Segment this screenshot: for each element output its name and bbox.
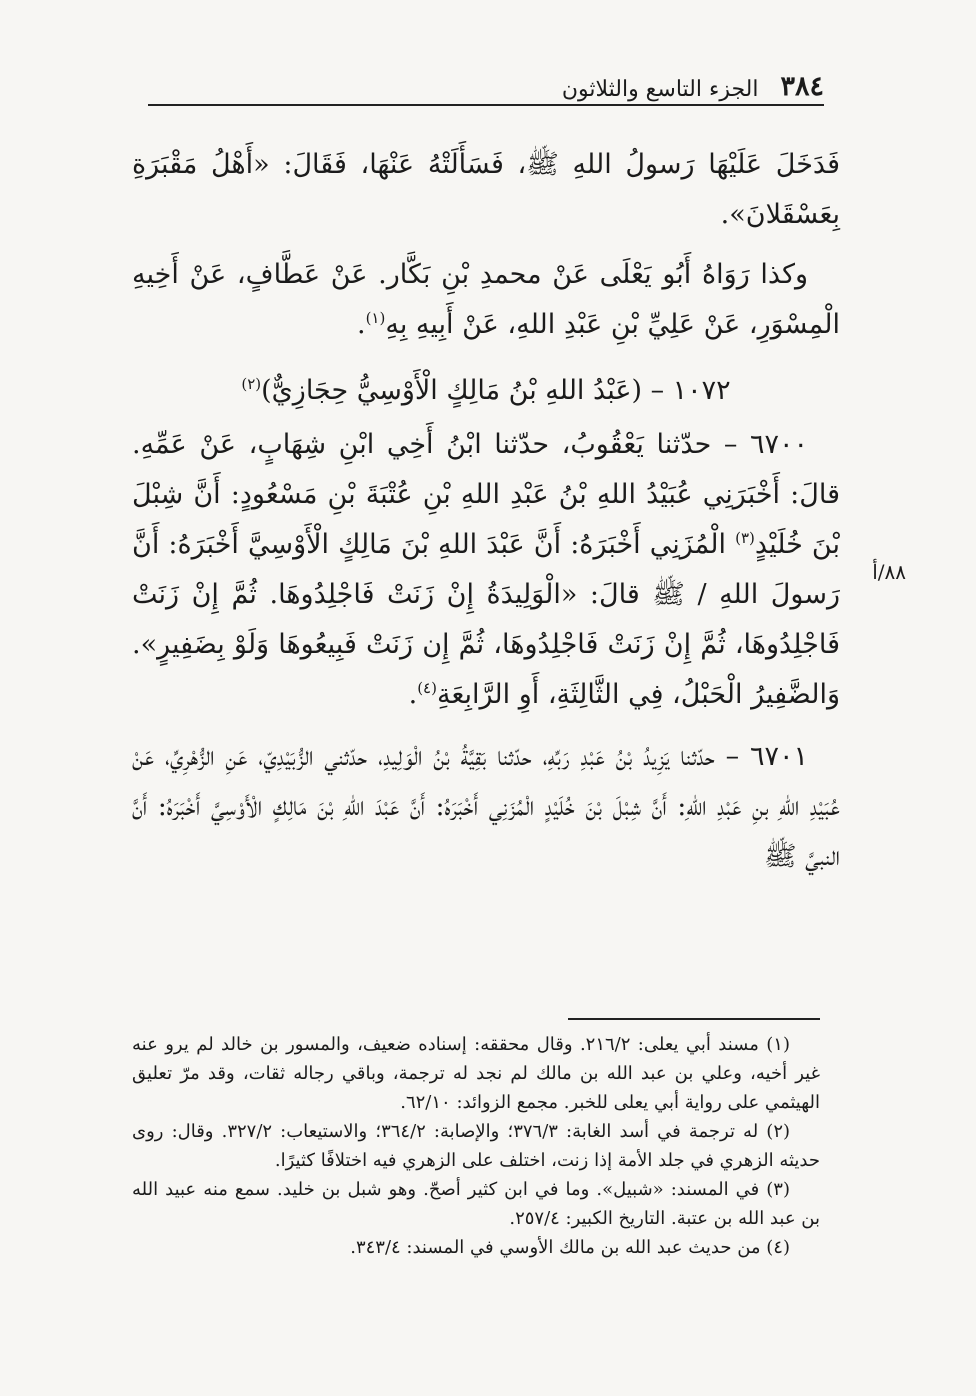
paragraph-continuation: فَدَخَلَ عَلَيْهَا رَسولُ اللهِ ﷺ، فَسَأَلَتْهُ عَنْهَا، فَقَالَ: «أَهْلُ مَقْبَرَةِ بِعَسْقَلانَ». <box>132 149 840 230</box>
footnote-ref-1: (١) <box>365 309 386 327</box>
hadith-6701: ٦٧٠١ – حدّثنا يَزِيدُ بْنُ عَبْدِ رَبِّهِ، حدّثنا بَقِيَّةُ بْنُ الْوَلِيدِ، حدّثني الزُّبَيْدِيّ، عَنِ الزُّهْرِيِّ، عَنْ عُبَيْدِ اللهِ بنِ عَبْدِ اللهِ: أَنَّ شِبْلَ بْنَ خُلَيْدٍ الْمُزَنِي أَخْبَرَهُ: أَنَّ عَبْدَ اللهِ بْنَ مَالِكٍ الْأَوْسِيَّ أَخْبَرَهُ: أَنَّ النبيَّ ﷺ <box>132 741 840 872</box>
footnote-ref-3: (٣) <box>735 529 755 547</box>
footnote-2: (٢) له ترجمة في أسد الغابة: ٣٧٦/٣؛ والإصابة: ٣٦٤/٢؛ والاستيعاب: ٣٢٧/٢. وقال: روى حديثه الزهري في جلد الأمة إذا زنت، اختلف على الزهري فيه اختلافًا كثيرًا. <box>132 1121 820 1171</box>
hadith-6700-text-a: ٦٧٠٠ – حدّثنا يَعْقُوبُ، حدّثنا ابْنُ أَخِي ابْنِ شِهَابٍ، عَنْ عَمِّهِ. قالَ: أَخْبَرَنِي عُبَيْدُ اللهِ بْنُ عَبْدِ اللهِ بْنِ عُتْبَةَ بْنِ مَسْعُودٍ: أَنَّ شِبْلَ بْنَ خُلَيْدٍ <box>132 429 840 560</box>
page-number: ٣٨٤ <box>780 71 824 102</box>
footnote-ref-2: (٢) <box>241 375 262 393</box>
hadith-6700 <box>132 420 840 720</box>
footnotes <box>132 1030 820 1262</box>
paragraph-text: وكذا رَوَاهُ أَبُو يَعْلَى عَنْ محمدِ بْنِ بَكَّار. عَنْ عَطَّافٍ، عَنْ أَخِيهِ الْمِسْوَرِ، عَنْ عَلِيِّ بْنِ عَبْدِ اللهِ، عَنْ أَبِيهِ بِهِ <box>132 259 840 340</box>
paragraph-end: . <box>356 309 366 340</box>
footnote-1: (١) مسند أبي يعلى: ٢١٦/٢. وقال محققه: إسناده ضعيف، والمسور بن خالد لم يرو عنه غير أخيه، وعلي بن عبد الله بن مالك لم نجد له ترجمة، وباقي رجاله ثقات، وقد مرّ تعليق الهيثمي على رواية أبي يعلى للخبر. مجمع الزوائد: ٦٢/١٠. <box>132 1034 820 1113</box>
paragraph-abu-yala <box>132 250 840 350</box>
entry-title-text: ١٠٧٢ – (عَبْدُ اللهِ بْنُ مَالِكٍ الْأَوْسِيُّ حِجَازِيٌّ) <box>261 375 731 406</box>
footnote-divider <box>568 1018 820 1020</box>
footnote-4: (٤) من حديث عبد الله بن مالك الأوسي في المسند: ٣٤٣/٤. <box>350 1237 790 1258</box>
running-title: الجزء التاسع والثلاثون <box>561 77 759 102</box>
margin-folio-note: ٨٨/أ <box>872 560 906 584</box>
entry-title <box>132 366 840 416</box>
hadith-6700-end: . <box>408 679 418 710</box>
hadith-6700-text-b: الْمُزَنِي أَخْبَرَهُ: أَنَّ عَبْدَ اللهِ بْنَ مَالِكٍ الْأَوْسِيَّ أَخْبَرَهُ: أَنَّ رَسولَ اللهِ / ﷺ قالَ: «الْوَلِيدَةُ إِنْ زَنَتْ فَاجْلِدُوهَا. ثُمَّ إِنْ زَنَتْ فَاجْلِدُوهَا، ثُمَّ إِنْ زَنَتْ فَاجْلِدُوهَا، ثُمَّ إِن زَنَتْ فَبِيعُوهَا وَلَوْ بِضَفِيرٍ». وَالضَّفِيرُ الْحَبْلُ، فِي الثَّالِثَةِ، أَوِ الرَّابِعَةِ <box>132 529 840 710</box>
footnote-ref-4: (٤) <box>417 679 437 697</box>
page-header <box>148 62 824 106</box>
main-text <box>132 140 840 882</box>
footnote-3: (٣) في المسند: «شبيل». وما في ابن كثير أصحّ. وهو شبل بن خليد. سمع منه عبيد الله بن عبد الله بن عتبة. التاريخ الكبير: ٢٥٧/٤. <box>132 1179 820 1229</box>
